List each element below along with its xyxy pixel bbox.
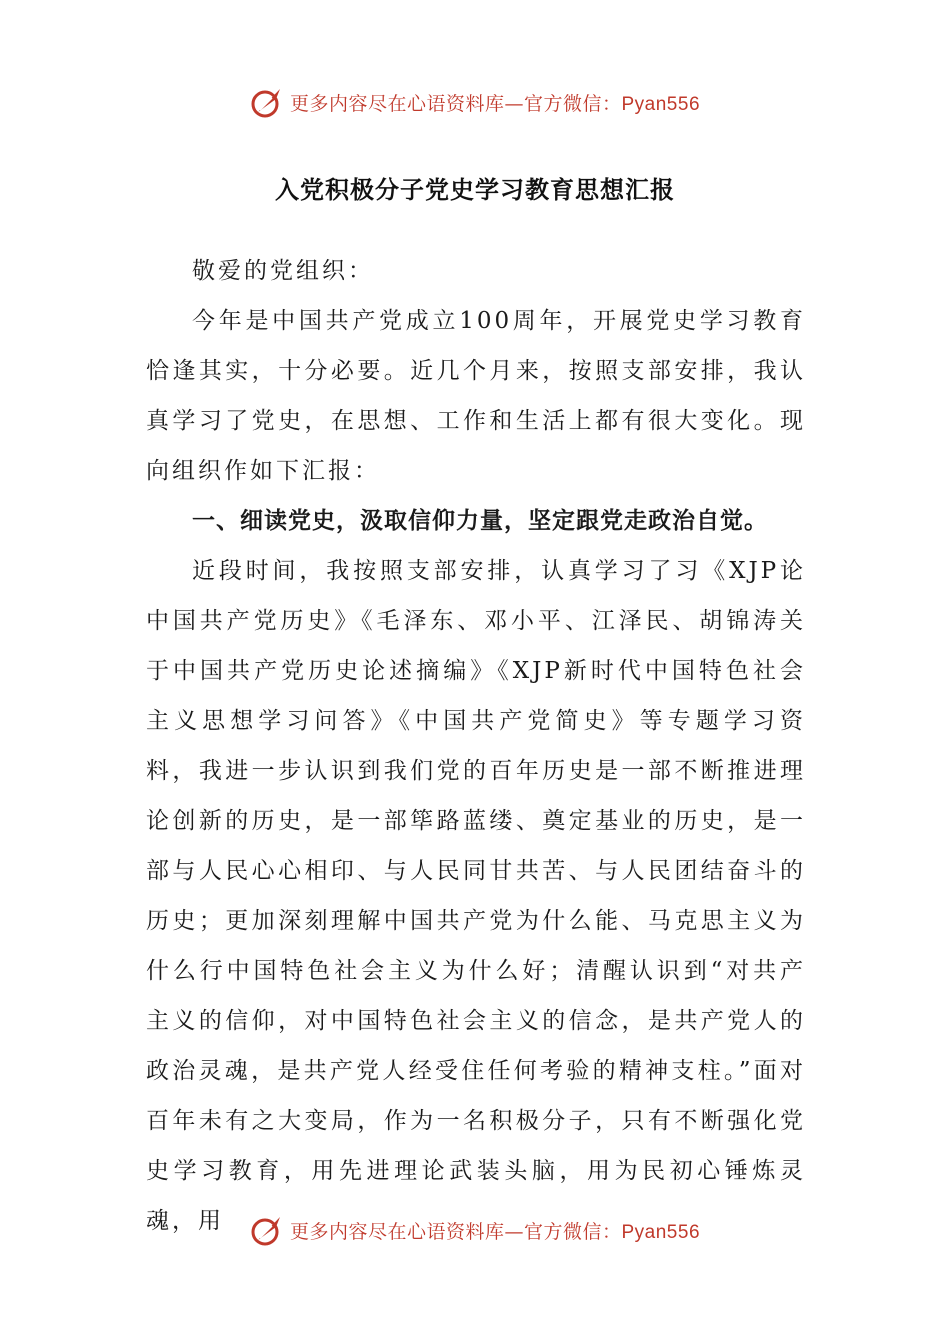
watermark-text: 更多内容尽在心语资料库—官方微信：Pyan556 [289, 92, 701, 115]
intro-paragraph: 今年是中国共产党成立100周年，开展党史学习教育恰逢其实，十分必要。近几个月来，按照支部安排，我认真学习了党史，在思想、工作和生活上都有很大变化。现向组织作如下汇报： [146, 308, 806, 484]
watermark-text: 更多内容尽在心语资料库—官方微信：Pyan556 [289, 1220, 701, 1243]
section-paragraph: 近段时间，我按照支部安排，认真学习了习《XJP论中国共产党历史》《毛泽东、邓小平、江泽民、胡锦涛关于中国共产党历史论述摘编》《XJP新时代中国特色社会主义思想学习问答》《中国共产党简史》等专题学习资料，我进一步认识到我们党的百年历史是一部不断推进理论创新的历史，是一部筚路蓝缕、奠定基业的历史，是一部与人民心心相印、与人民同甘共苦、与人民团结奋斗的历史；更加深刻理解中国共产党为什么能、马克思主义为什么行中国特色社会主义为什么好；清醒认识到“对共产主义的信仰，对中国特色社会主义的信念，是共产党人的政治灵魂，是共产党人经受住任何考验的精神支柱。”面对百年未有之大变局，作为一名积极分子，只有不断强化党史学习教育，用先进理论武装头脑，用为民初心锤炼灵魂，用 [146, 558, 806, 1234]
document-title: 入党积极分子党史学习教育思想汇报 [275, 175, 675, 204]
section-heading: 一、细读党史，汲取信仰力量，坚定跟党走政治自觉。 [192, 508, 768, 534]
header-watermark [0, 82, 950, 122]
footer-watermark [0, 1210, 950, 1250]
quill-logo-icon [250, 1213, 284, 1247]
quill-logo-icon [250, 85, 284, 119]
document-body [146, 246, 806, 1246]
salutation: 敬爱的党组织： [192, 258, 374, 284]
